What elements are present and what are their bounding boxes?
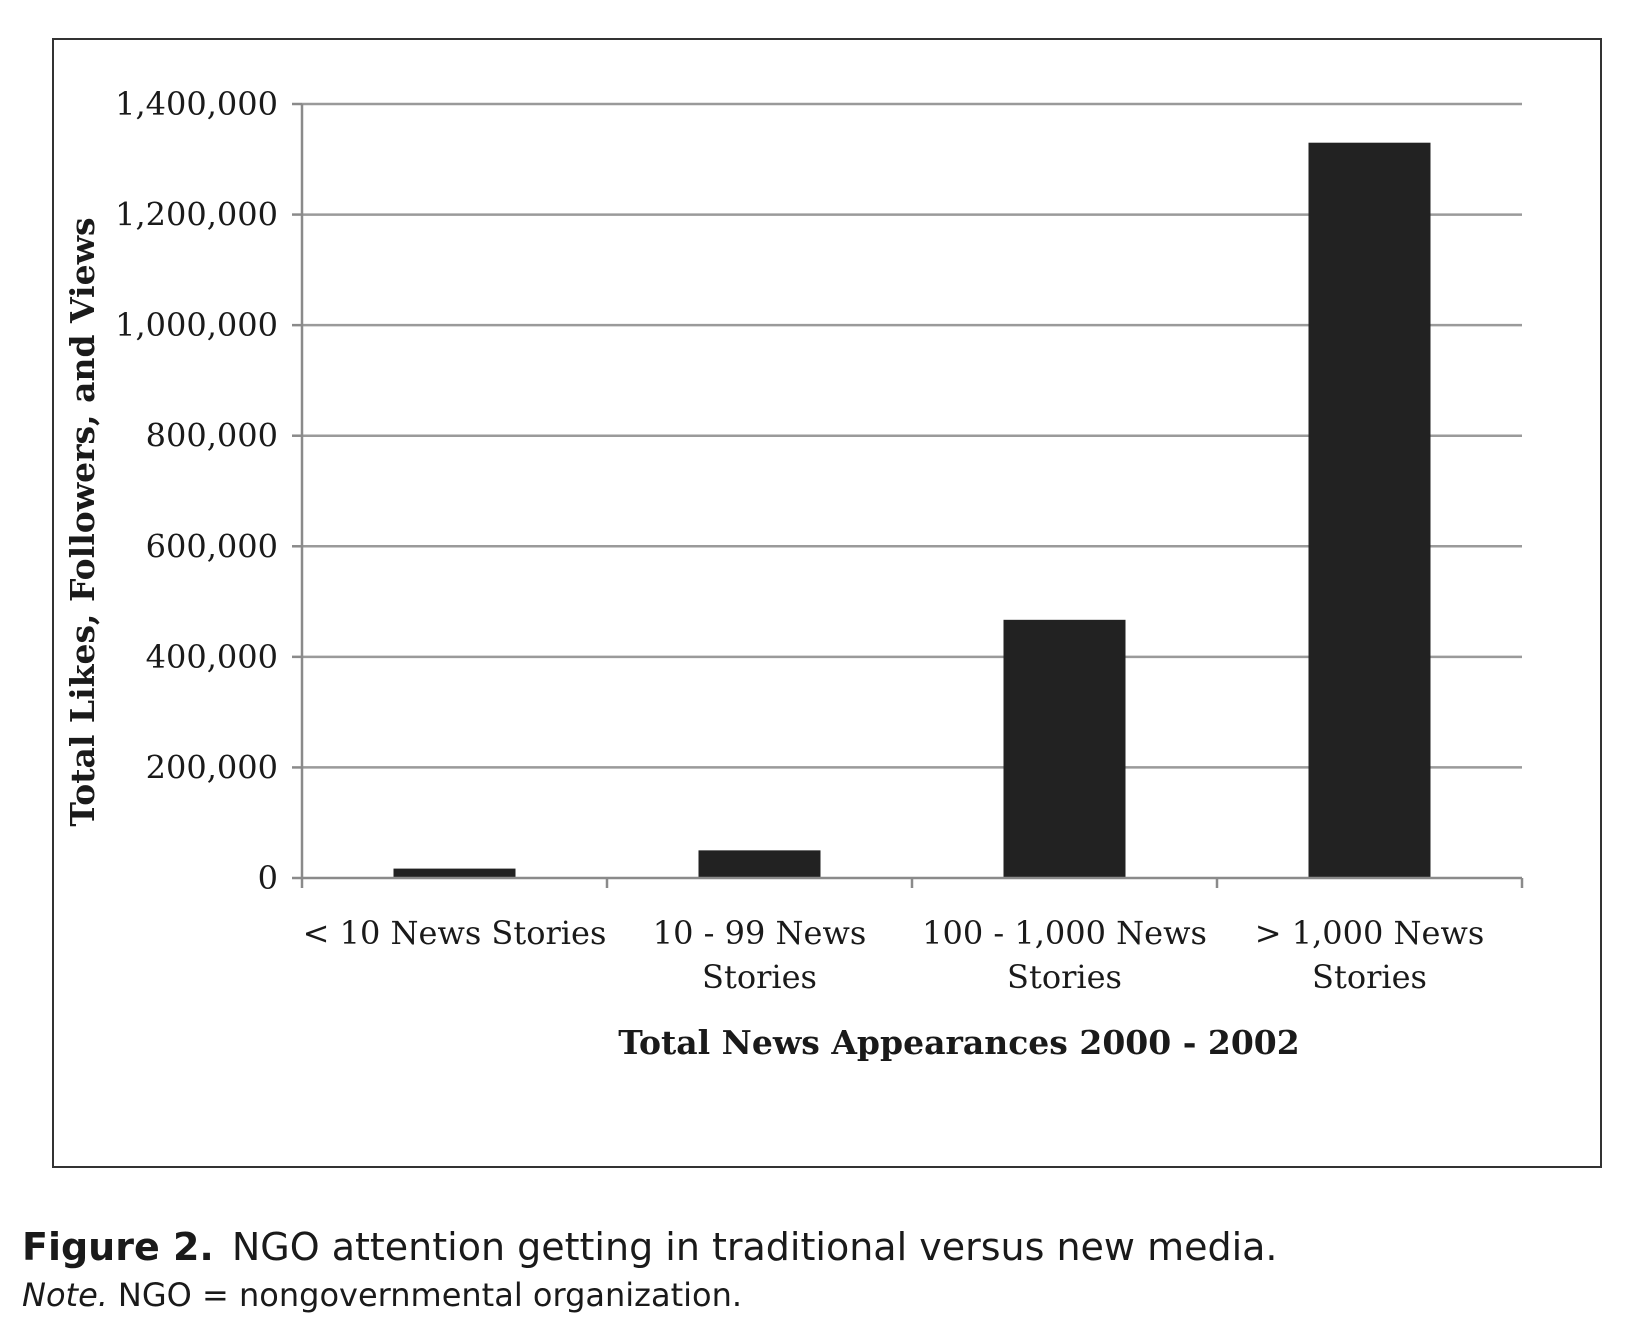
y-tick-label: 1,400,000 — [115, 85, 278, 123]
y-tick-labels — [115, 85, 278, 897]
y-tick-label: 400,000 — [145, 637, 278, 676]
y-axis-title: Total Likes, Followers, and Views — [63, 217, 102, 827]
figure-caption — [22, 1222, 1612, 1318]
bar — [699, 850, 821, 878]
y-tick-label: 600,000 — [145, 527, 278, 566]
caption-note-line — [22, 1272, 1612, 1318]
note-text: NGO = nongovernmental organization. — [117, 1276, 743, 1314]
caption-text: NGO attention getting in traditional versus new media. — [231, 1225, 1278, 1269]
note-label: Note. — [22, 1276, 108, 1314]
bar — [394, 869, 516, 878]
figure-label: Figure 2. — [22, 1225, 214, 1269]
x-tick-labels — [303, 914, 1485, 996]
bar — [1004, 620, 1126, 878]
chart-frame — [52, 38, 1602, 1168]
y-tick-label: 0 — [257, 859, 278, 897]
y-tick-label: 800,000 — [145, 416, 278, 455]
bar — [1309, 143, 1431, 878]
x-tick-label: 100 - 1,000 News Stories — [922, 914, 1207, 996]
bar-chart — [54, 40, 1600, 1166]
caption-title-line — [22, 1222, 1612, 1272]
x-axis-title: Total News Appearances 2000 - 2002 — [618, 1023, 1300, 1062]
y-tick-label: 1,000,000 — [115, 306, 278, 345]
y-tick-label: 200,000 — [145, 748, 278, 787]
x-tick-label: 10 - 99 News Stories — [652, 914, 867, 996]
y-tick-label: 1,200,000 — [115, 195, 278, 234]
x-tick-label: < 10 News Stories — [302, 914, 607, 952]
x-tick-label: > 1,000 News Stories — [1254, 914, 1485, 996]
